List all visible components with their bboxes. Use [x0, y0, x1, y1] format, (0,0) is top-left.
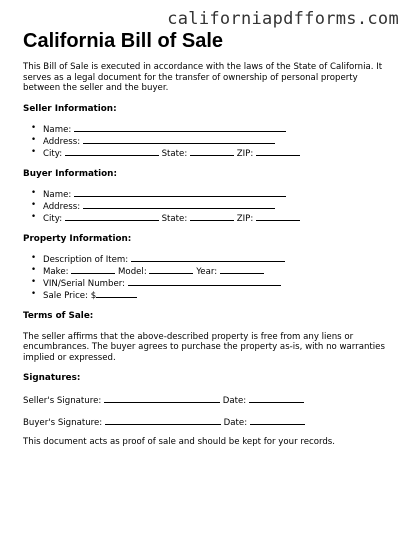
buyer-address-row	[43, 200, 393, 212]
intro-paragraph: This Bill of Sale is executed in accordance with the laws of the State of California. It serves as a legal document for the transfer of ownership of personal property between the seller and the buyer.	[23, 62, 383, 93]
seller-address-field[interactable]	[83, 135, 275, 144]
property-make-field[interactable]	[71, 265, 115, 274]
buyer-section-heading: Buyer Information:	[23, 168, 117, 179]
seller-zip-label: ZIP:	[236, 148, 254, 159]
buyer-zip-field[interactable]	[256, 212, 300, 221]
seller-field-list	[23, 123, 393, 159]
seller-section-heading: Seller Information:	[23, 103, 117, 114]
property-field-list	[23, 253, 393, 301]
property-vin-label: VIN/Serial Number:	[43, 278, 126, 289]
signatures-section-heading: Signatures:	[23, 373, 81, 383]
seller-city-row	[43, 147, 393, 159]
property-make-row	[43, 265, 393, 277]
property-description-field[interactable]	[131, 253, 285, 262]
seller-address-row	[43, 135, 393, 147]
seller-date-label: Date:	[222, 396, 247, 406]
property-section-heading: Property Information:	[23, 233, 132, 244]
buyer-name-field[interactable]	[74, 188, 286, 197]
seller-city-label: City:	[43, 148, 63, 159]
buyer-state-field[interactable]	[190, 212, 234, 221]
buyer-signature-row	[23, 416, 393, 428]
terms-section-heading: Terms of Sale:	[23, 310, 94, 321]
site-watermark: californiapdfforms.com	[167, 9, 399, 29]
seller-address-label: Address:	[43, 136, 81, 147]
buyer-signature-label: Buyer's Signature:	[23, 418, 103, 428]
seller-zip-field[interactable]	[256, 147, 300, 156]
seller-signature-field[interactable]	[104, 394, 220, 403]
buyer-date-field[interactable]	[250, 416, 305, 425]
property-price-label: Sale Price: $	[43, 290, 97, 301]
property-vin-row	[43, 277, 393, 289]
property-model-label: Model:	[118, 266, 147, 277]
buyer-state-label: State:	[161, 213, 188, 224]
buyer-field-list	[23, 188, 393, 224]
property-make-label: Make:	[43, 266, 69, 277]
buyer-city-field[interactable]	[65, 212, 159, 221]
buyer-city-row	[43, 212, 393, 224]
seller-name-row	[43, 123, 393, 135]
property-vin-field[interactable]	[128, 277, 281, 286]
seller-date-field[interactable]	[249, 394, 304, 403]
seller-city-field[interactable]	[65, 147, 159, 156]
property-year-field[interactable]	[220, 265, 264, 274]
seller-state-field[interactable]	[190, 147, 234, 156]
buyer-signature-field[interactable]	[105, 416, 221, 425]
buyer-address-field[interactable]	[83, 200, 275, 209]
property-model-field[interactable]	[149, 265, 193, 274]
terms-paragraph: The seller affirms that the above-described property is free from any liens or encumbrances. The buyer agrees to purchase the property as-is, with no warranties implied or expressed.	[23, 331, 385, 363]
seller-name-field[interactable]	[74, 123, 286, 132]
property-year-label: Year:	[196, 266, 218, 277]
buyer-address-label: Address:	[43, 201, 81, 212]
property-price-row	[43, 289, 393, 301]
property-description-label: Description of Item:	[43, 254, 129, 265]
closing-note: This document acts as proof of sale and should be kept for your records.	[23, 437, 336, 447]
buyer-city-label: City:	[43, 213, 63, 224]
document-title: California Bill of Sale	[23, 30, 224, 52]
buyer-date-label: Date:	[223, 418, 248, 428]
seller-name-label: Name:	[43, 124, 72, 135]
buyer-name-row	[43, 188, 393, 200]
property-description-row	[43, 253, 393, 265]
buyer-zip-label: ZIP:	[236, 213, 254, 224]
property-price-field[interactable]	[96, 289, 137, 298]
bill-of-sale-document	[23, 30, 393, 447]
seller-state-label: State:	[161, 148, 188, 159]
seller-signature-label: Seller's Signature:	[23, 396, 102, 406]
seller-signature-row	[23, 394, 393, 406]
buyer-name-label: Name:	[43, 189, 72, 200]
